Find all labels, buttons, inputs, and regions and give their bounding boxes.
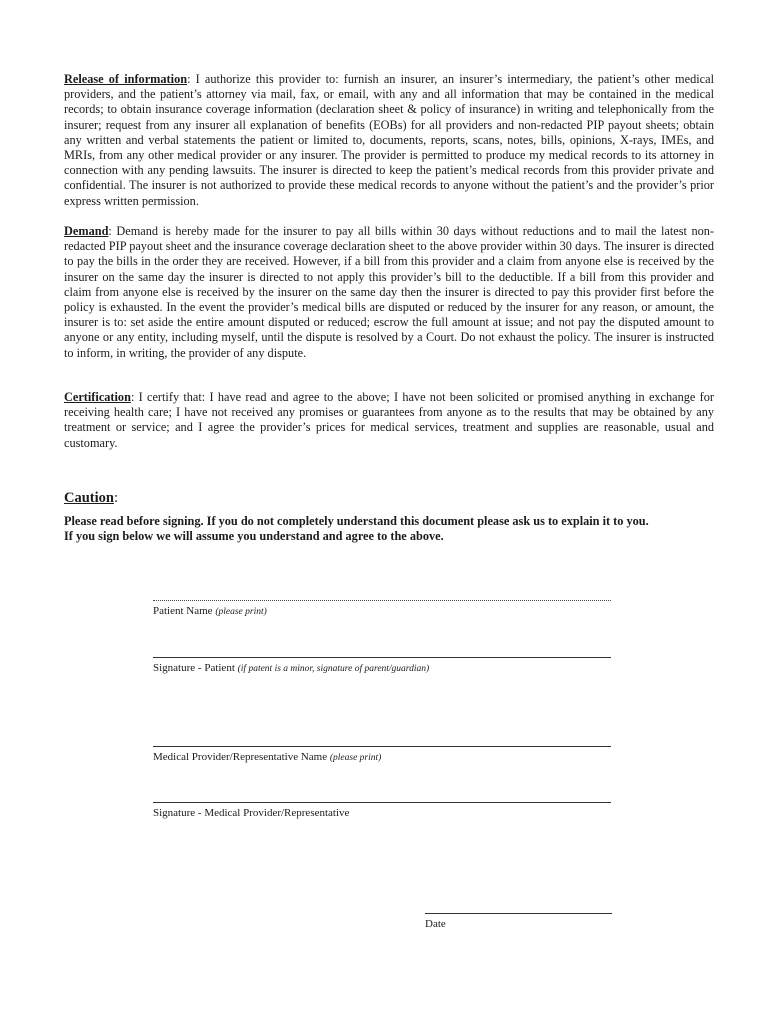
release-heading: Release of information bbox=[64, 72, 188, 86]
caution-line-2: If you sign below we will assume you understand and agree to the above. bbox=[64, 529, 444, 544]
caution-line-1: Please read before signing. If you do not completely understand this document please ask us to explain it to you. bbox=[64, 514, 649, 528]
demand-paragraph bbox=[64, 224, 714, 361]
demand-text: : Demand is hereby made for the insurer to pay all bills within 30 days without reductions and to mail the latest non-redacted PIP payout sheet and the insurance coverage declaration sheet to the above provider within 30 days. The insurer is directed to pay the bills in the order they are received. However, if a bill from this provider and a claim from anyone else is received by the insurer on the same day the insurer is directed to not apply this provider’s bill to the deductible. If a bill from this provider and claim from anyone else is received by the insurer on the same day then the insurer is directed to pay this provider first before the policy is exhausted. In the event the provider’s medical bills are disputed or reduced by the insurer for any reason, or amount, the insurer is to: set aside the entire amount disputed or reduced; escrow the full amount at issue; and not pay the disputed amount to anyone or any entity, including myself, until the dispute is resolved by a Court. Do not exhaust the policy. The insurer is instructed to inform, in writing, the provider of any dispute. bbox=[64, 224, 714, 360]
certification-text: : I certify that: I have read and agree to the above; I have not been solicited or promised anything in exchange for receiving health care; I have not received any promises or guarantees from anyone as to the results that may be obtained by any treatment or service; and I agree the provider’s prices for medical services, treatment and supplies are reasonable, usual and customary. bbox=[64, 390, 714, 450]
provider-signature-label: Signature - Medical Provider/Representative bbox=[153, 807, 350, 819]
release-paragraph bbox=[64, 72, 714, 209]
patient-signature-note: (if patent is a minor, signature of parent/guardian) bbox=[237, 664, 430, 674]
release-text: : I authorize this provider to: furnish an insurer, an insurer’s intermediary, the patient’s other medical providers, and the patient’s attorney via mail, fax, or email, with any and all information that may be contained in the medical records; to obtain insurance coverage information (declaration sheet & policy of insurance) in writing and telephonically from the insurer; request from any insurer all explanation of benefits (EOBs) for all providers and non-redacted PIP payout sheets; obtain any written and verbal statements the patient or limited to, documents, reports, scans, notes, bills, opinions, X-rays, IMEs, and MRIs, from any other medical provider or any insurer. The provider is permitted to produce my medical records to its attorney in connection with any pending lawsuits. The insurer is directed to keep the patient’s medical records from this provider private and confidential. The insurer is not authorized to provide these medical records to anyone without the patient’s and the provider’s prior express written permission. bbox=[64, 72, 714, 208]
caution-colon: : bbox=[113, 490, 118, 506]
certification-heading: Certification bbox=[64, 390, 131, 404]
caution-heading: Caution bbox=[64, 490, 114, 506]
provider-name-note: (please print) bbox=[329, 753, 382, 763]
patient-name-label: Patient Name (please print) bbox=[153, 605, 267, 617]
provider-name-line[interactable] bbox=[153, 746, 611, 747]
patient-signature-label: Signature - Patient (if patent is a minor, signature of parent/guardian) bbox=[153, 662, 430, 674]
date-label: Date bbox=[425, 918, 446, 930]
caution-title bbox=[64, 489, 118, 507]
date-line[interactable] bbox=[425, 913, 612, 914]
provider-signature-line[interactable] bbox=[153, 802, 611, 803]
certification-paragraph bbox=[64, 390, 714, 451]
patient-name-line[interactable] bbox=[153, 600, 611, 601]
patient-name-note: (please print) bbox=[215, 607, 267, 617]
caution-text bbox=[64, 514, 719, 544]
patient-signature-line[interactable] bbox=[153, 657, 611, 658]
demand-heading: Demand bbox=[64, 224, 109, 238]
provider-name-label: Medical Provider/Representative Name (please print) bbox=[153, 751, 382, 763]
